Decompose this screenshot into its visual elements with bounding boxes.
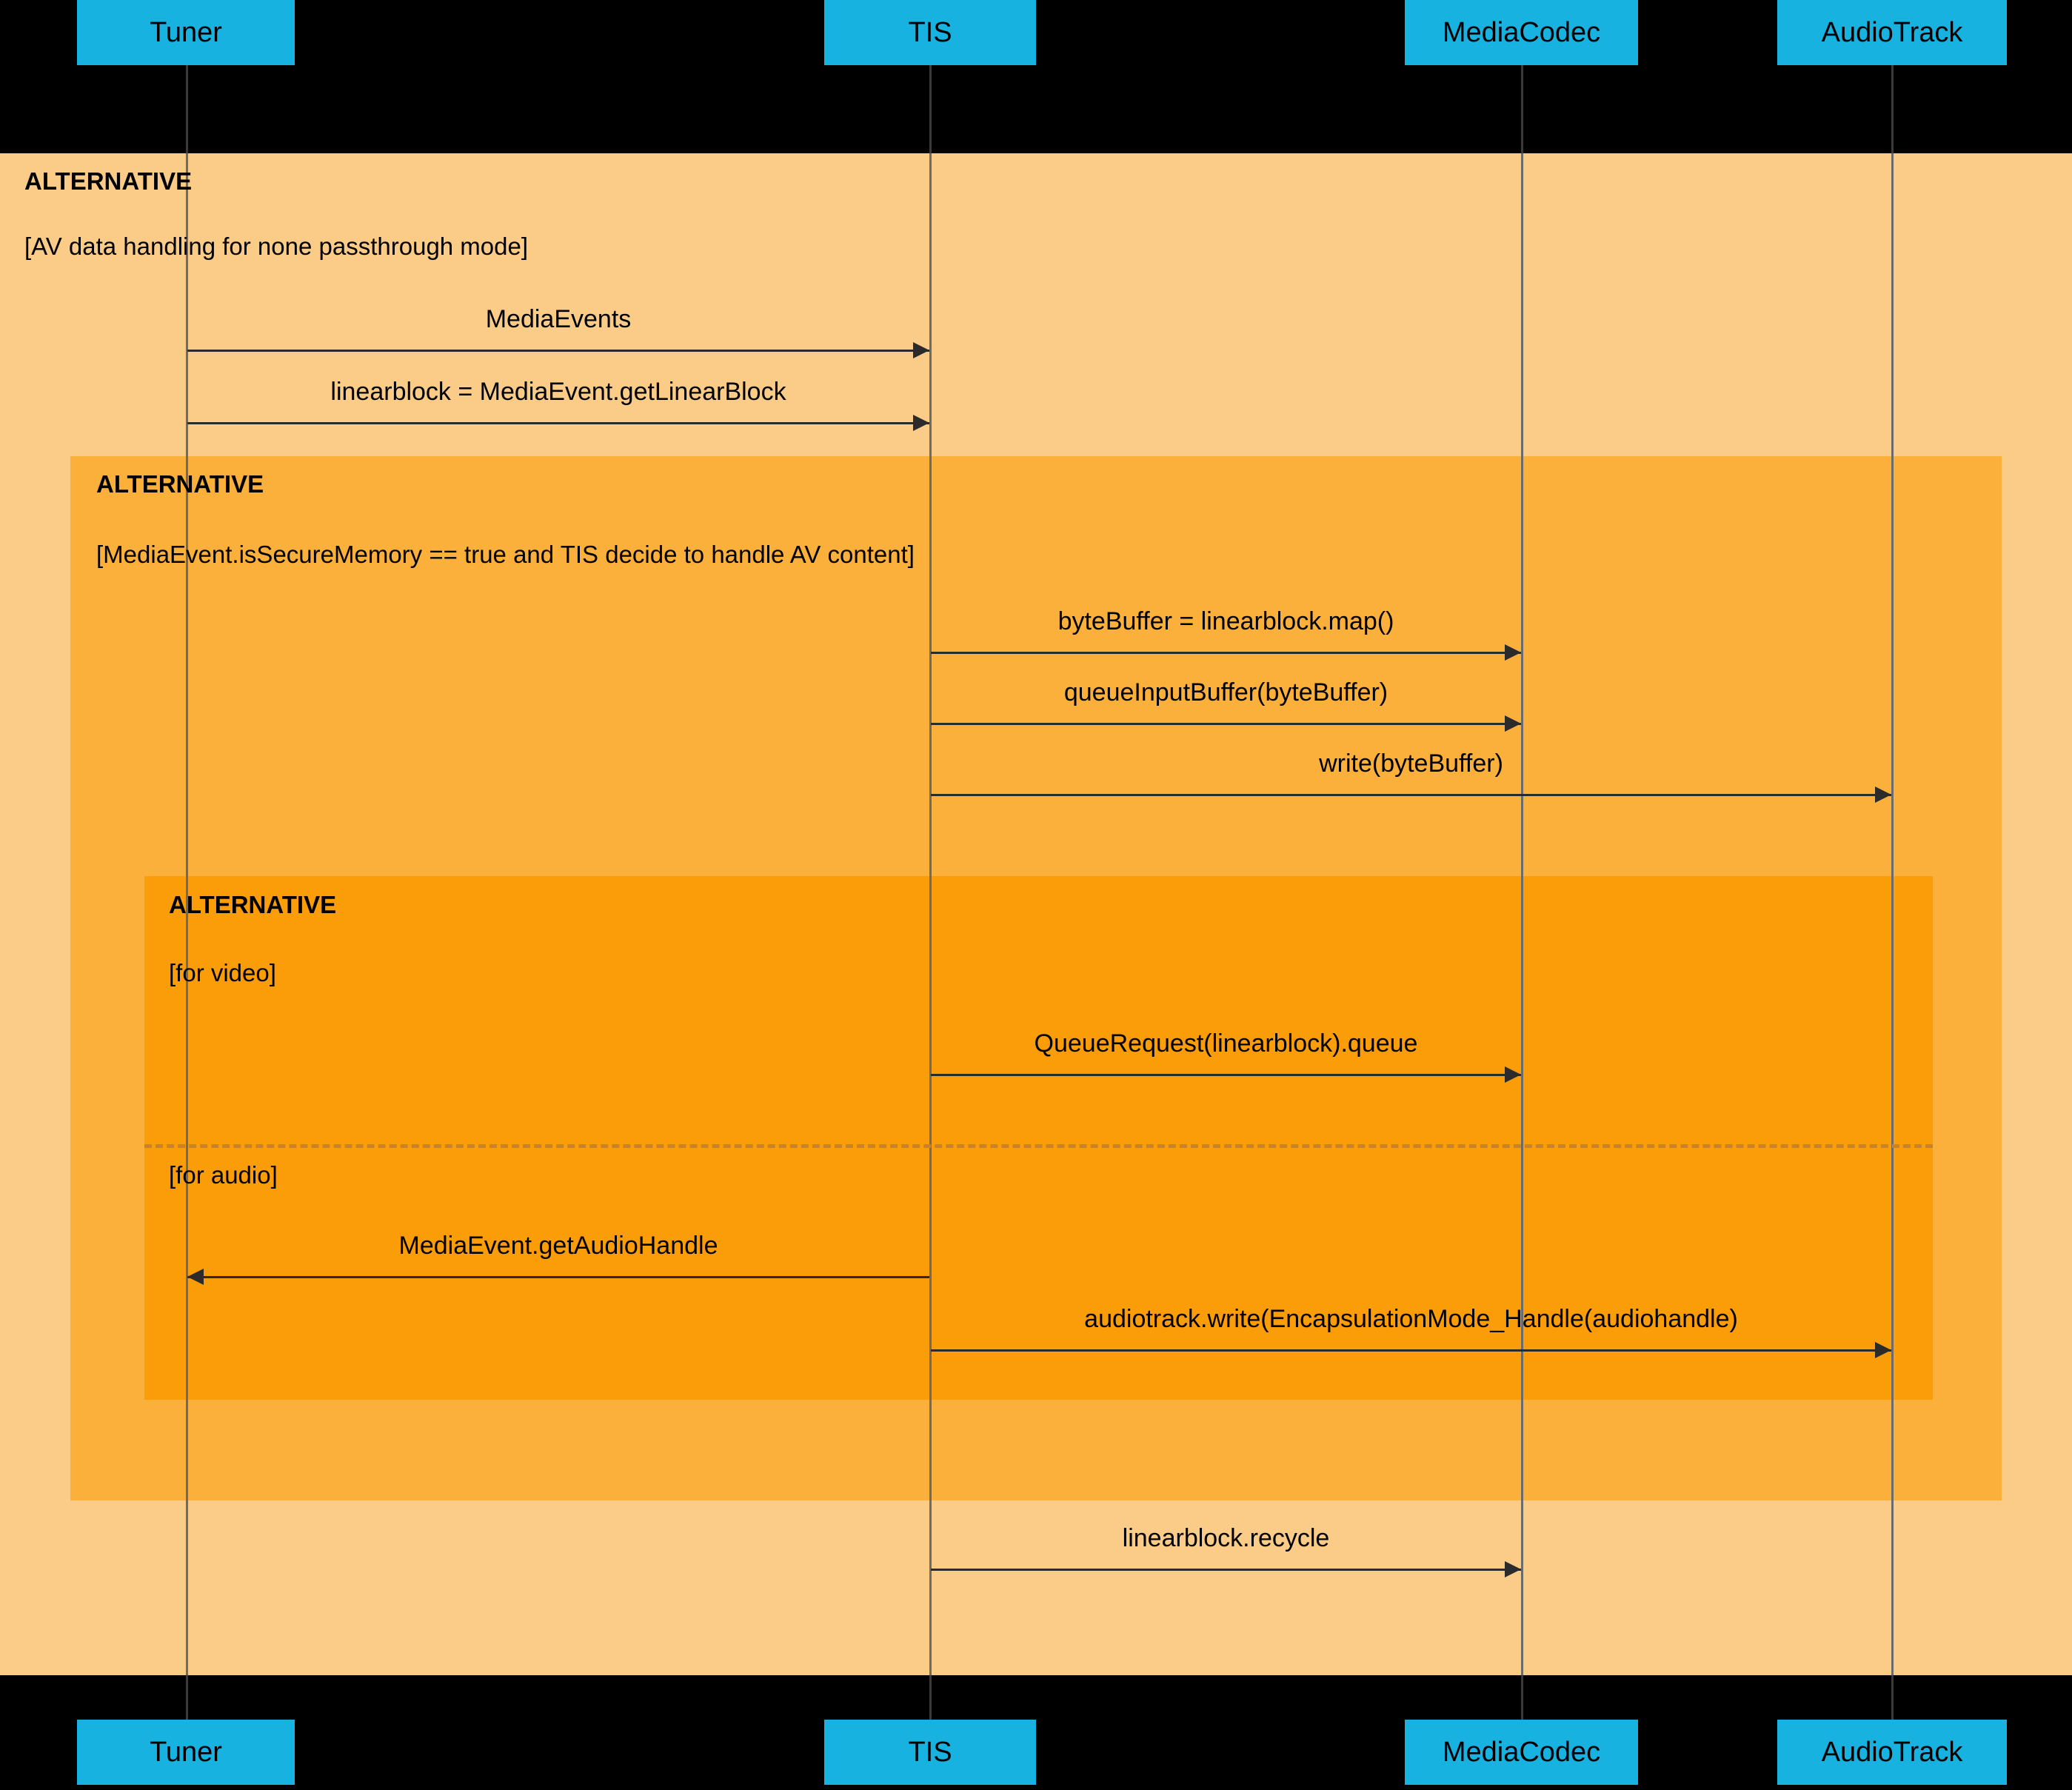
message-arrow-audiotrack-write <box>931 1349 1891 1352</box>
arrowhead-audiotrack-write <box>1875 1342 1891 1358</box>
lifeline-audiotrack-top <box>1891 65 1894 154</box>
message-label-getaudiohandle: MediaEvent.getAudioHandle <box>398 1232 718 1260</box>
fragment-outer-label: ALTERNATIVE <box>24 167 193 195</box>
fragment-inner-label: ALTERNATIVE <box>169 891 337 918</box>
fragment-inner-condition-audio: [for audio] <box>169 1161 278 1189</box>
message-label-linearblock-map: byteBuffer = linearblock.map() <box>1057 607 1394 635</box>
message-arrow-queueinputbuffer <box>931 723 1521 725</box>
participant-mediacodec-bottom[interactable]: MediaCodec <box>1405 1720 1638 1785</box>
fragment-inner-condition-video: [for video] <box>169 959 276 986</box>
message-label-mediaevents: MediaEvents <box>485 305 632 333</box>
fragment-middle-label: ALTERNATIVE <box>96 470 264 498</box>
fragment-inner-divider <box>144 1144 1933 1148</box>
message-arrow-getlinearblock <box>187 422 929 424</box>
arrowhead-mediaevents <box>913 342 929 358</box>
arrowhead-linearblock-map <box>1505 644 1521 661</box>
arrowhead-getlinearblock <box>913 415 929 431</box>
participant-tuner-bottom[interactable]: Tuner <box>77 1720 295 1785</box>
arrowhead-linearblock-recycle <box>1505 1561 1521 1577</box>
message-arrow-write-bytebuffer <box>931 794 1891 796</box>
message-arrow-linearblock-map <box>931 652 1521 654</box>
lifeline-audiotrack <box>1891 153 1894 1675</box>
lifeline-tuner-top <box>186 65 188 154</box>
lifeline-mediacodec-top <box>1521 65 1523 154</box>
message-label-queueinputbuffer: queueInputBuffer(byteBuffer) <box>1063 678 1388 707</box>
lifeline-tis <box>929 153 932 1675</box>
message-label-getlinearblock: linearblock = MediaEvent.getLinearBlock <box>330 378 786 406</box>
message-label-queuerequest: QueueRequest(linearblock).queue <box>1034 1029 1418 1058</box>
participant-tis-bottom[interactable]: TIS <box>824 1720 1036 1785</box>
arrowhead-getaudiohandle <box>187 1269 204 1285</box>
message-label-write-bytebuffer: write(byteBuffer) <box>1319 749 1503 778</box>
lifeline-mediacodec <box>1521 153 1523 1675</box>
message-label-linearblock-recycle: linearblock.recycle <box>1122 1524 1330 1552</box>
message-arrow-linearblock-recycle <box>931 1569 1521 1571</box>
message-arrow-queuerequest <box>931 1074 1521 1076</box>
lifeline-tis-top <box>929 65 932 154</box>
arrowhead-write-bytebuffer <box>1875 787 1891 803</box>
participant-audiotrack-bottom[interactable]: AudioTrack <box>1777 1720 2007 1785</box>
fragment-middle-condition: [MediaEvent.isSecureMemory == true and TIS decide to handle AV content] <box>96 541 915 568</box>
fragment-outer-condition: [AV data handling for none passthrough mode] <box>24 233 529 260</box>
message-arrow-mediaevents <box>187 350 929 352</box>
participant-mediacodec-top[interactable]: MediaCodec <box>1405 0 1638 65</box>
message-label-audiotrack-write: audiotrack.write(EncapsulationMode_Handle(audiohandle) <box>1084 1305 1738 1333</box>
participant-tuner-top[interactable]: Tuner <box>77 0 295 65</box>
arrowhead-queuerequest <box>1505 1066 1521 1083</box>
arrowhead-queueinputbuffer <box>1505 715 1521 732</box>
message-arrow-getaudiohandle <box>187 1276 929 1278</box>
participant-audiotrack-top[interactable]: AudioTrack <box>1777 0 2007 65</box>
participant-tis-top[interactable]: TIS <box>824 0 1036 65</box>
